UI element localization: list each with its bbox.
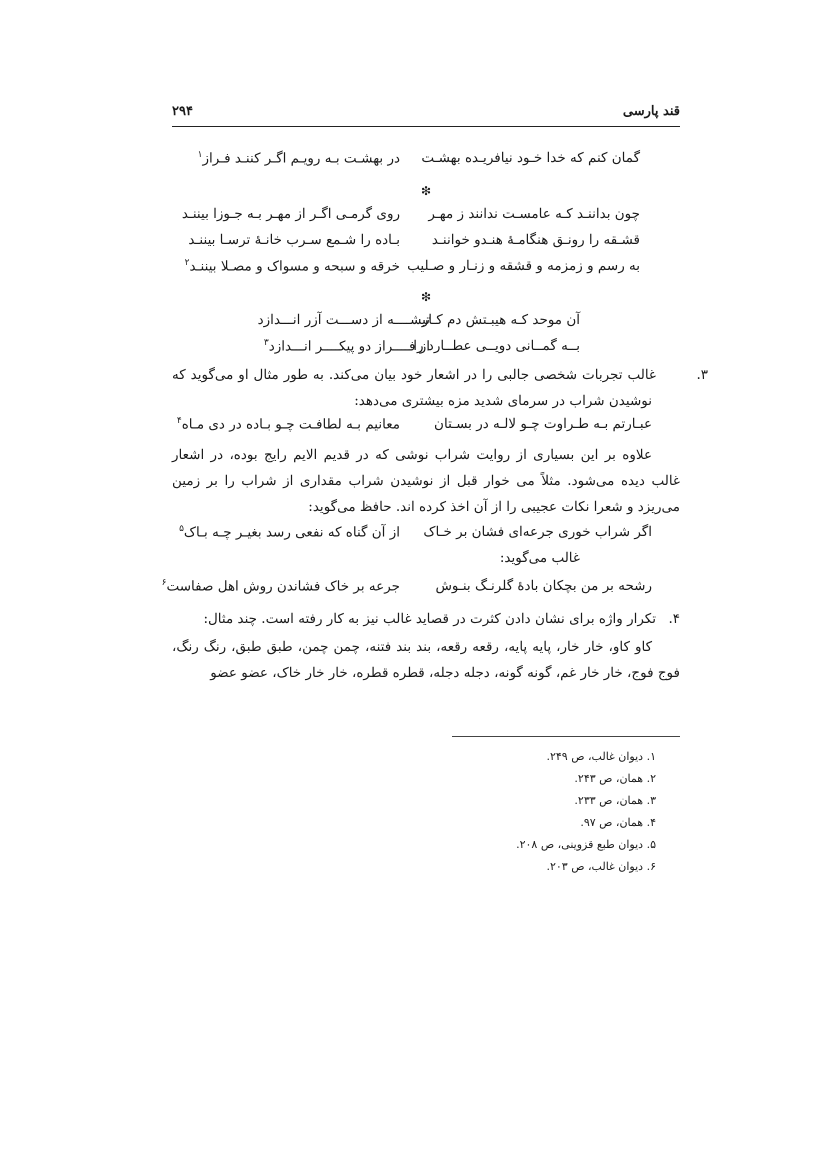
hemistich-second: بـاده را شـمع سـرب خانـهٔ ترسـا بیننـد: [188, 232, 400, 248]
footnote-ref: ۲: [184, 258, 190, 268]
hemistich-second: از فــــراز دو پیکــــر انـــدازد$^۳$: [263, 338, 430, 355]
item-number: ۴.: [668, 611, 680, 627]
footnote: ۶. دیوان غالب، ص ۲۰۳.: [546, 860, 656, 873]
hemistich-first: قشـقه را رونـق هنگامـهٔ هنـدو خواننـد: [431, 232, 640, 248]
verse-block-b: [172, 206, 680, 284]
paragraph-text: کاو کاو، خار خار، پایه پایه، رقعه رقعه، بند بند فتنه، چمن چمن، طبق طبق، رنگ رنگ، فوج فوج، خار خار غم، گونه گونه، دجله دجله، قطره قطره، خار خار خاک، عضو عضو: [172, 639, 680, 681]
hemistich-first: رشحه بر من بچکان بادهٔ گلرنـگ بنـوش: [435, 578, 652, 594]
running-title: قند پارسی: [622, 104, 680, 119]
footnote-ref: ۵: [179, 524, 184, 534]
footnote-ref: ۱: [197, 150, 203, 160]
hemistich-first: بــه گمــانی دویــی عطــارد را: [413, 338, 580, 354]
footnote: ۵. دیوان طبع قزوینی، ص ۲۰۸.: [516, 838, 656, 851]
verse-block-e: [172, 524, 680, 576]
verse-block-a: [172, 150, 680, 176]
verse-line: [172, 206, 680, 232]
verse-line: [172, 232, 680, 258]
paragraph-text: تکرار واژه برای نشان دادن کثرت در قصاید غالب نیز به کار رفته است. چند مثال:: [203, 611, 656, 627]
hemistich-second: از آن گناه که نفعی رسد بغیـر چـه بـاک$^۵$: [179, 524, 400, 541]
verse-line: [172, 312, 680, 338]
hemistich-second: در بهشـت بـه رویـم اگـر کننـد فـراز$^۱$: [197, 150, 400, 167]
section-separator-star: ❇: [420, 184, 432, 198]
hemistich-first: چون بداننـد کـه عامسـت ندانند ز مهـر: [428, 206, 640, 222]
footnote-ref: ۳: [263, 338, 269, 348]
footnote-ref: ۶: [161, 578, 167, 588]
lead-in-line: [172, 550, 680, 576]
footnote: ۲. همان، ص ۲۴۳.: [574, 772, 656, 785]
hemistich-second: جرعه بر خاک فشاندن روش اهل صفاست$^۶$: [161, 578, 400, 595]
footnote-rule: [452, 736, 680, 737]
hemistich-first: اگر شراب خوری جرعه‌ای فشان بر خـاک: [423, 524, 652, 540]
hemistich-first: گمان کنم که خدا خـود نیافریـده بهشـت: [421, 150, 640, 166]
verse-line: [161, 578, 680, 604]
examples-paragraph: [172, 634, 680, 686]
verse-block-f: [161, 578, 680, 604]
hemistich-second: معانیم بـه لطافـت چـو بـاده در دی مـاه$^۴$: [176, 416, 400, 433]
footnote-ref: ۴: [176, 416, 182, 426]
numbered-paragraph-3: [172, 362, 708, 414]
hemistich-second: تیشــــه از دســـت آزر انـــدازد: [257, 312, 430, 328]
footnote: ۳. همان، ص ۲۳۳.: [574, 794, 656, 807]
paragraph-text: علاوه بر این بسیاری از روایت شراب نوشی که در قدیم الایم رایج بوده، در اشعار غالب دیده می‌شود. مثلاً می خوار قبل از نوشیدن شراب مقداری از شراب را بر زمین می‌ریزد و شعرا نکات عجیبی را از آن اخذ کرده اند. حافظ می‌گوید:: [172, 447, 680, 515]
hemistich-first: آن موحد کـه هیبـتش دم کـار: [421, 312, 580, 328]
section-separator-star: ❇: [420, 290, 432, 304]
paragraph-2: [172, 442, 680, 520]
verse-block-d: [172, 416, 680, 442]
item-number: ۳.: [696, 367, 708, 383]
numbered-paragraph-4: [172, 606, 680, 632]
footnotes: [172, 746, 680, 878]
hemistich-first: عبـارتم بـه طـراوت چـو لالـه در بسـتان: [434, 416, 652, 432]
page-number: ۲۹۴: [172, 104, 193, 119]
hemistich-second: خرقه و سبحه و مسواک و مصـلا بیننـد$^۲$: [184, 258, 400, 275]
running-header: [172, 104, 680, 126]
footnote: ۱. دیوان غالب، ص ۲۴۹.: [546, 750, 656, 763]
ghalib-says: غالب می‌گوید:: [499, 550, 580, 566]
verse-line: [172, 416, 680, 442]
footnote: ۴. همان، ص ۹۷.: [580, 816, 656, 829]
verse-line: [172, 150, 680, 176]
verse-line: [172, 524, 680, 550]
verse-line: [172, 258, 680, 284]
hemistich-second: روی گرمـی اگـر از مهـر بـه جـوزا بیننـد: [181, 206, 400, 222]
paragraph-text: غالب تجربات شخصی جالبی را در اشعار خود بیان می‌کند. به طور مثال او می‌گوید که نوشیدن شراب در سرمای شدید مزه بیشتری می‌دهد:: [172, 367, 656, 409]
verse-line: [172, 338, 680, 364]
header-rule: [172, 126, 680, 127]
hemistich-first: به رسم و زمزمه و قشقه و زنـار و صـلیب: [407, 258, 640, 274]
verse-block-c: [172, 312, 680, 364]
